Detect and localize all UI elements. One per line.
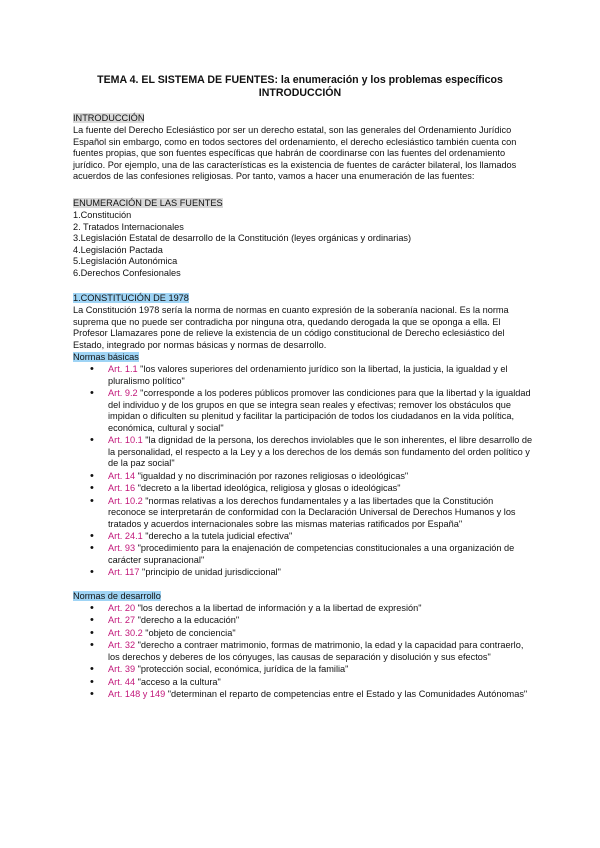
list-item: 6.Derechos Confesionales	[73, 267, 181, 278]
list-item: 5.Legislación Autonómica	[73, 256, 178, 267]
article-ref: Art. 10.1	[108, 435, 143, 446]
article-text: "determinan el reparto de competencias entre el Estado y las Comunidades Autónomas"	[165, 688, 528, 699]
list-item	[108, 496, 533, 531]
article-text: "decreto a la libertad ideológica, religiosa y glosas o ideológicas"	[135, 483, 401, 494]
list-item	[108, 435, 533, 470]
list-item: 4.Legislación Pactada	[73, 244, 163, 255]
article-ref: Art. 24.1	[108, 531, 143, 542]
article-text: "igualdad y no discriminación por razones religiosas o ideológicas"	[135, 470, 409, 481]
article-text: "los derechos a la libertad de información y a la libertad de expresión"	[135, 603, 422, 613]
article-ref: Art. 32	[108, 640, 136, 651]
enumeracion-heading-text: ENUMERACIÓN DE LAS FUENTES	[73, 198, 223, 208]
list-item	[108, 628, 533, 640]
article-ref: Art. 9.2	[108, 387, 138, 398]
constitucion-heading	[73, 293, 189, 305]
title-line-2: INTRODUCCIÓN	[258, 87, 342, 99]
article-text: "corresponde a los poderes públicos promover las condiciones para que la libertad y la igualdad del individuo y de los grupos en que se integra sean reales y efectivas; remover los obstáculos que impidan o dificulten su plenitud y facilitar la participación de todos los ciudadanos en la vida política, económica, cultural y social"	[108, 387, 531, 433]
article-ref: Art. 10.2	[108, 495, 143, 506]
article-ref: Art. 14	[108, 470, 136, 481]
article-ref: Art. 93	[108, 543, 136, 554]
article-text: "objeto de conciencia"	[142, 627, 236, 638]
list-item	[108, 615, 533, 627]
normas-desarrollo-heading	[73, 591, 161, 603]
normas-basicas-heading	[73, 352, 139, 364]
list-item: 3.Legislación Estatal de desarrollo de la Constitución (leyes orgánicas y ordinarias)	[73, 233, 412, 244]
article-ref: Art. 16	[108, 483, 136, 494]
normas-basicas-heading-text: Normas básicas	[73, 352, 139, 362]
article-ref: Art. 30.2	[108, 627, 143, 638]
article-ref: Art. 148 y 149	[108, 688, 166, 699]
enumeracion-list	[73, 210, 528, 280]
list-item	[108, 483, 533, 495]
article-ref: Art. 117	[108, 567, 140, 578]
list-item	[108, 677, 533, 689]
list-item	[108, 664, 533, 676]
constitucion-heading-text: 1.CONSTITUCIÓN DE 1978	[73, 293, 189, 303]
list-item	[108, 640, 533, 663]
article-ref: Art. 27	[108, 615, 136, 626]
list-item	[108, 543, 533, 566]
article-text: "principio de unidad jurisdiccional"	[139, 567, 281, 578]
enumeracion-heading	[73, 198, 223, 210]
title-line-1: TEMA 4. EL SISTEMA DE FUENTES: la enumeración y los problemas específicos	[97, 74, 503, 86]
article-text: "la dignidad de la persona, los derechos inviolables que le son inherentes, el libre desarrollo de la personalidad, el respecto a la Ley y a los derechos de los demás son fundamento del orden político y de la paz social"	[108, 435, 533, 469]
article-text: "protección social, económica, jurídica de la familia"	[135, 664, 349, 675]
list-item	[108, 567, 533, 579]
list-item	[108, 364, 533, 387]
article-ref: Art. 20	[108, 603, 136, 613]
list-item	[108, 531, 533, 543]
article-text: "procedimiento para la enajenación de competencias constitucionales a una organización de carácter supranacional"	[108, 543, 515, 566]
article-ref: Art. 1.1	[108, 364, 138, 374]
list-item	[108, 689, 533, 701]
article-text: "derecho a la educación"	[135, 615, 240, 626]
article-text: "derecho a la tutela judicial efectiva"	[142, 531, 293, 542]
list-item: 1.Constitución	[73, 210, 132, 220]
article-text: "acceso a la cultura"	[135, 676, 221, 687]
list-item	[108, 388, 533, 434]
constitucion-paragraph: La Constitución 1978 sería la norma de normas en cuanto expresión de la soberanía nacional. Es la norma suprema que no puede ser contradicha por ninguna otra, quedando derogada la que se oponga a ella. El Profesor Llamazares pone de relieve la existencia de un código constitucional de Derecho eclesiástico del Estado, integrado por normas básicas y normas de desarrollo.	[73, 305, 509, 350]
list-item	[108, 471, 533, 483]
list-item	[108, 603, 533, 615]
intro-heading	[73, 113, 144, 125]
intro-paragraph: La fuente del Derecho Eclesiástico por ser un derecho estatal, son las generales del Ordenamiento Jurídico Español sin embargo, como en todos sectores del ordenamiento, el derecho eclesiástico también cuenta con fuentes propias, que son fuentes específicas que habrán de coordinarse con las fuentes del ordenamiento jurídico. Por ejemplo, una de las características es la existencia de fuentes de carácter bilateral, los llamados acuerdos de las confesiones religiosas. Por tanto, vamos a hacer una enumeración de las fuentes:	[73, 125, 517, 182]
page-title	[60, 74, 540, 100]
normas-basicas-list	[108, 364, 533, 580]
intro-heading-text: INTRODUCCIÓN	[73, 113, 145, 123]
article-ref: Art. 39	[108, 664, 136, 675]
article-text: "normas relativas a los derechos fundamentales y a las libertades que la Constitución reconoce se interpretarán de conformidad con la Declaración Universal de Derechos Humanos y los tratados y acuerdos internacionales sobre las mismas materias ratificados por España"	[108, 495, 516, 529]
article-text: "los valores superiores del ordenamiento jurídico son la libertad, la justicia, la igualdad y el pluralismo político"	[108, 364, 508, 386]
article-ref: Art. 44	[108, 676, 136, 687]
normas-desarrollo-heading-text: Normas de desarrollo	[73, 591, 161, 601]
normas-desarrollo-list	[108, 603, 533, 701]
article-text: "derecho a contraer matrimonio, formas de matrimonio, la edad y la capacidad para contraerlo, los derechos y deberes de los cónyuges, las causas de separación y disolución y sus efectos"	[108, 640, 524, 662]
list-item: 2. Tratados Internacionales	[73, 221, 184, 232]
